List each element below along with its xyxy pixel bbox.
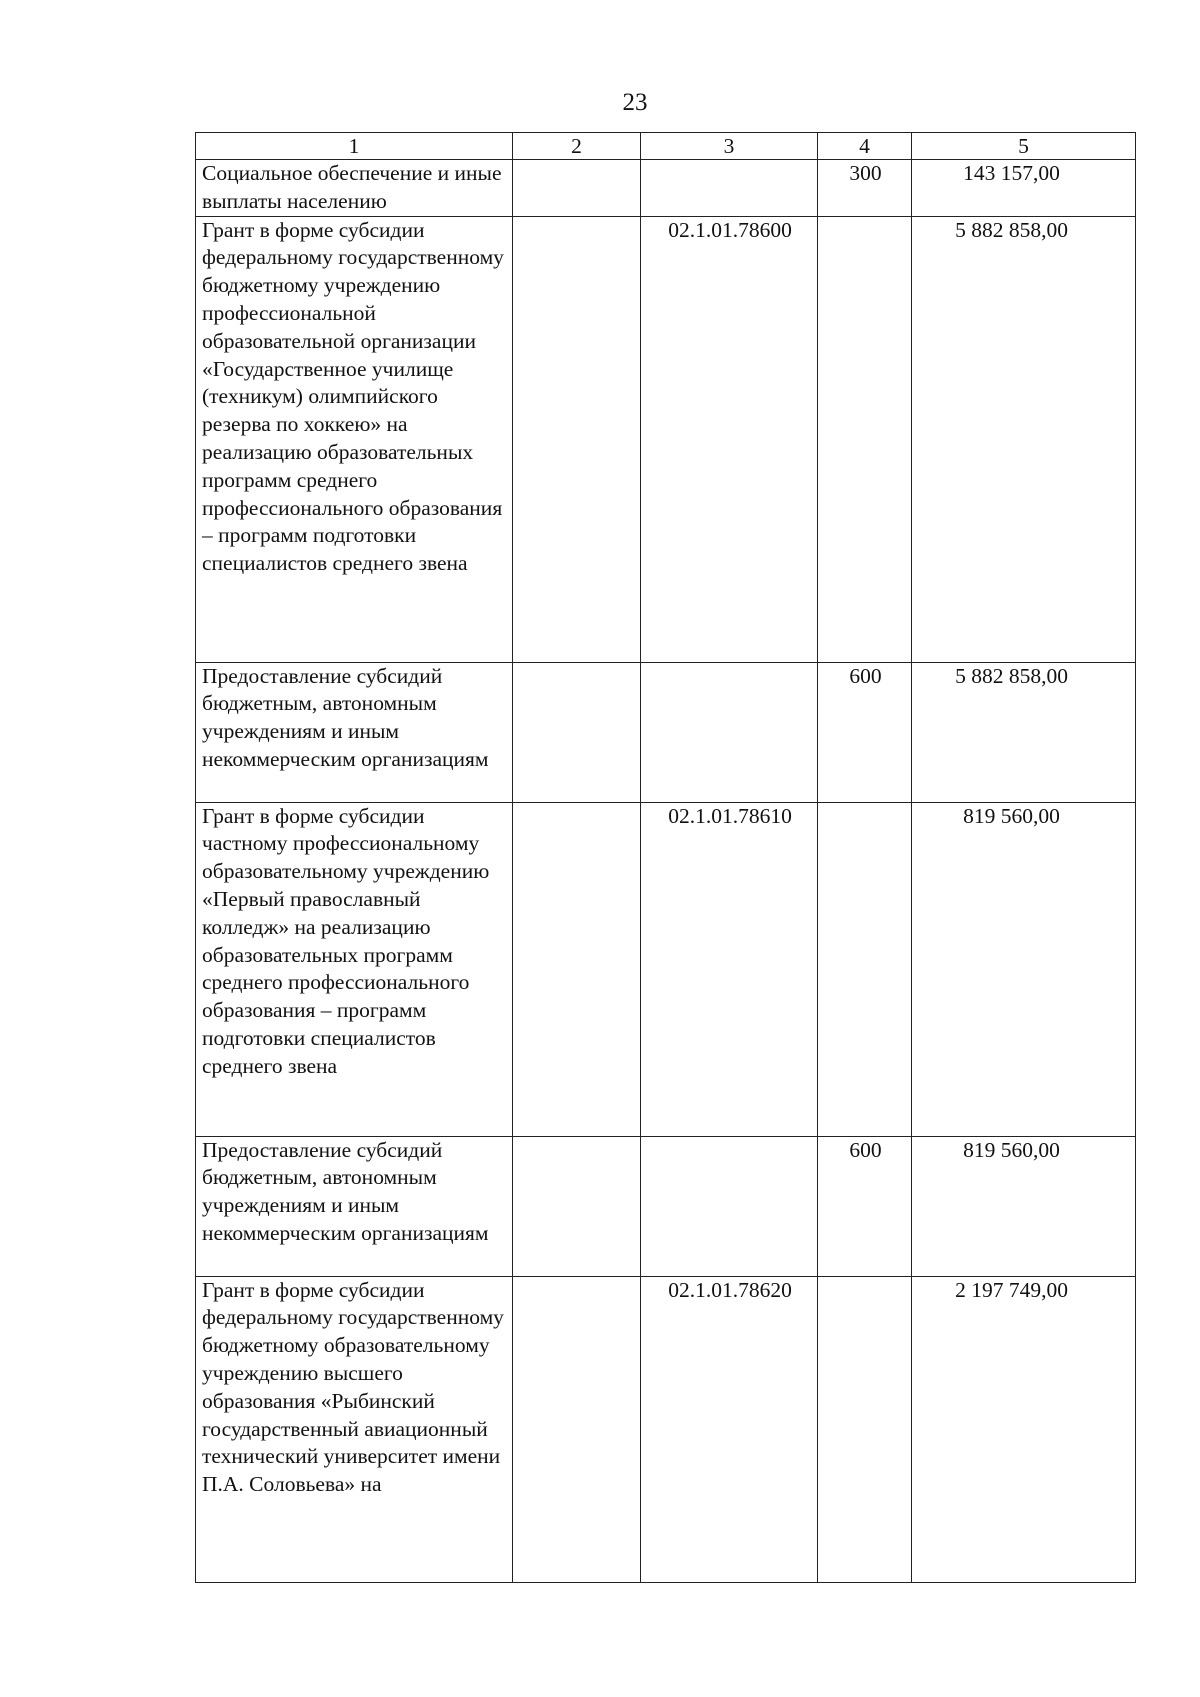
page-number: 23 [622, 89, 648, 116]
row-expense-type: 600 [818, 1136, 912, 1276]
column-header-1: 1 [196, 133, 513, 160]
row-col2 [513, 160, 641, 217]
row-col2 [513, 662, 641, 802]
row-code [641, 160, 818, 217]
column-header-5: 5 [912, 133, 1136, 160]
table-row [196, 662, 1136, 802]
row-col2 [513, 216, 641, 662]
row-code: 02.1.01.78620 [641, 1276, 818, 1582]
table-header-row [196, 133, 1136, 160]
row-amount: 5 882 858,00 [912, 662, 1136, 802]
row-description: Предоставление субсидий бюджетным, автономным учреждениям и иным некоммерческим организациям [196, 1136, 513, 1276]
row-amount: 5 882 858,00 [912, 216, 1136, 662]
row-code: 02.1.01.78610 [641, 802, 818, 1136]
row-code [641, 1136, 818, 1276]
row-col2 [513, 1136, 641, 1276]
row-col2 [513, 1276, 641, 1582]
row-expense-type [818, 1276, 912, 1582]
row-code [641, 662, 818, 802]
row-expense-type: 600 [818, 662, 912, 802]
column-header-4: 4 [818, 133, 912, 160]
row-amount: 819 560,00 [912, 802, 1136, 1136]
row-code: 02.1.01.78600 [641, 216, 818, 662]
row-expense-type: 300 [818, 160, 912, 217]
column-header-3: 3 [641, 133, 818, 160]
row-description: Предоставление субсидий бюджетным, автономным учреждениям и иным некоммерческим организациям [196, 662, 513, 802]
row-description: Грант в форме субсидии федеральному государственному бюджетному образовательному учреждению высшего образования «Рыбинский государственный авиационный технический университет имени П.А. Соловьева» на [196, 1276, 513, 1582]
table-row [196, 1136, 1136, 1276]
row-amount: 2 197 749,00 [912, 1276, 1136, 1582]
budget-table [195, 132, 1136, 1583]
table-row [196, 216, 1136, 662]
row-expense-type [818, 216, 912, 662]
table-row [196, 160, 1136, 217]
row-amount: 143 157,00 [912, 160, 1136, 217]
row-expense-type [818, 802, 912, 1136]
row-description: Социальное обеспечение и иные выплаты населению [196, 160, 513, 217]
row-description: Грант в форме субсидии частному профессиональному образовательному учреждению «Первый православный колледж» на реализацию образовательных программ среднего профессионального образования – программ подготовки специалистов среднего звена [196, 802, 513, 1136]
column-header-2: 2 [513, 133, 641, 160]
row-description: Грант в форме субсидии федеральному государственному бюджетному учреждению профессиональной образовательной организации «Государственное училище (техникум) олимпийского резерва по хоккею» на реализацию образовательных программ среднего профессионального образования – программ подготовки специалистов среднего звена [196, 216, 513, 662]
table-row [196, 802, 1136, 1136]
row-col2 [513, 802, 641, 1136]
row-amount: 819 560,00 [912, 1136, 1136, 1276]
table-row [196, 1276, 1136, 1582]
